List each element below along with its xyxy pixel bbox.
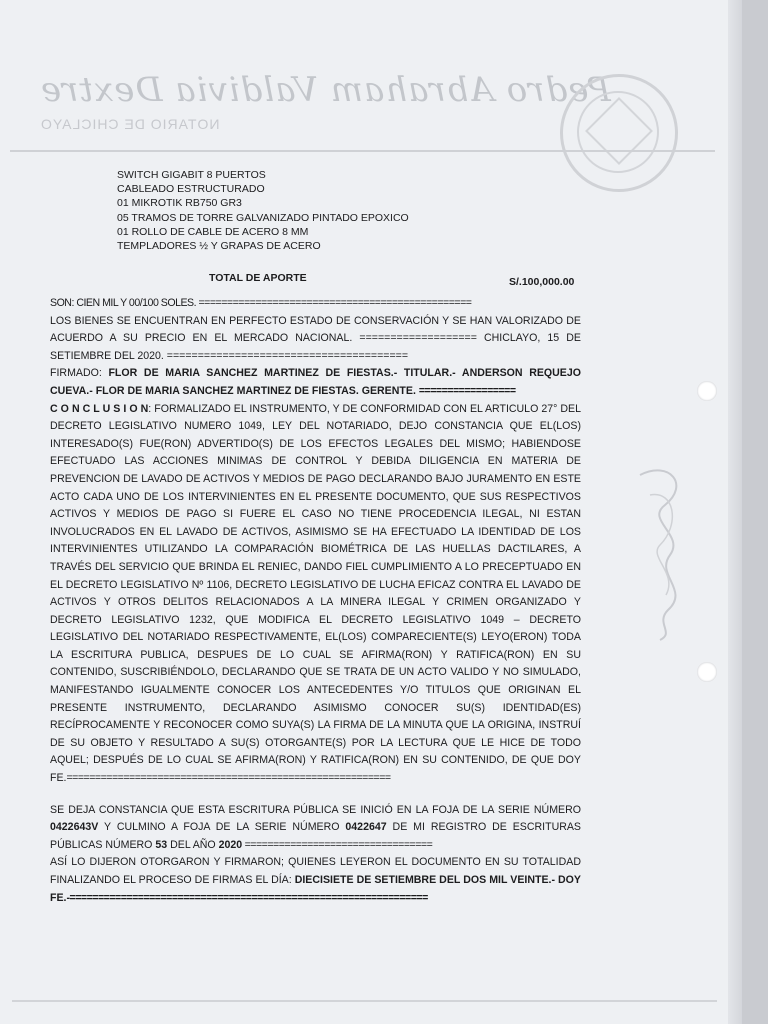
header-divider bbox=[10, 150, 715, 152]
otorgaron-fill: -=============================================================== bbox=[66, 891, 428, 904]
list-item: SWITCH GIGABIT 8 PUERTOS bbox=[117, 169, 266, 181]
constancia-paragraph bbox=[50, 802, 581, 855]
constancia-text-2: Y CULMINO A FOJA DE LA SERIE NÚMERO bbox=[98, 821, 346, 834]
deed-body bbox=[50, 295, 581, 907]
letterhead-notary-title: NOTARIO DE CHICLAYO bbox=[40, 116, 220, 132]
serie-inicio: 0422643V bbox=[50, 821, 99, 834]
conclusion-text: : FORMALIZADO EL INSTRUMENTO, Y DE CONFORMIDAD CON EL ARTICULO 27° DEL DECRETO LEGISLATIVO NUMERO 1049, LEY DEL NOTARIADO, DEJO CONSTANCIA QUE EL(LOS) INTERESADO(S) FUE(RON) ADVERTIDO(S) DE LOS EFECTOS LEGALES DEL MISMO; HABIENDOSE EFECTUADO LAS ACCIONES MINIMAS DE CONTROL Y DEBIDA DILIGENCIA EN MATERIA DE PREVENCION DE LAVADO DE ACTIVOS Y MEDIOS DE PAGO DECLARANDO BAJO JURAMENTO EN ESTE ACTO CADA UNO DE LOS INTERVINIENTES EN EL PRESENTE DOCUMENTO, QUE SUS RESPECTIVOS ACTIVOS Y MEDIOS DE PAGO SI FUERE EL CASO NO TIENE PROCEDENCIA ILEGAL, NI ESTAN INVOLUCRADOS EN EL LAVADO DE ACTIVOS, ASIMISMO SE HA EFECTUADO LA IDENTIDAD DE LOS INTERVINIENTES UTILIZANDO LA COMPARACIÓN BIOMÉTRICA DE LAS HUELLAS DACTILARES, A TRAVÉS DEL SERVICIO QUE BRINDA EL RENIEC, DANDO FIEL CUMPLIMIENTO A LO PRECEPTUADO EN EL DECRETO LEGISLATIVO Nº 1106, DECRETO LEGISLATIVO DE LUCHA EFICAZ CONTRA EL LAVADO DE ACTIVOS Y OTROS DELITOS RELACIONADOS A LA MINERA ILEGAL Y CRIMEN ORGANIZADO Y DECRETO LEGISLATIVO 1232, QUE MODIFICA EL DECRETO LEGISLATIVO 1049 – DECRETO LEGISLATIVO DEL NOTARIADO RESPECTIVAMENTE, EL(LOS) COMPARECIENTE(S) LEYO(ERON) TODA LA ESCRITURA PUBLICA, DESPUES DE LO CUAL SE AFIRMA(RON) Y RATIFICA(RON) EN SU CONTENIDO, SUSCRIBIÉNDOLO, DECLARANDO QUE SE TRATA DE UN ACTO VALIDO Y NO SIMULADO, MANIFESTANDO IGUALMENTE CONOCER LOS ANTECEDENTES Y/O TITULOS QUE ORIGINAN EL PRESENTE INSTRUMENTO, DECLARANDO ASIMISMO CONOCER SU(S) IDENTIDAD(ES) RECÍPROCAMENTE Y RECONOCER COMO SUYA(S) LA FIRMA DE LA MINUTA QUE LA ORIGINA, INSTRUÍ DE SU OBJETO Y RESULTADO A SU(S) OTORGANTE(S) POR LA LECTURA QUE LE HICE DE TODO AQUEL; DESPUÉS DE LO CUAL SE AFIRMA(RON) Y RATIFICA(RON) EN SU CONTENIDO, DE QUE DOY FE. bbox=[50, 402, 582, 785]
list-item: 05 TRAMOS DE TORRE GALVANIZADO PINTADO EPOXICO bbox=[117, 211, 409, 224]
firmado-prefix: FIRMADO: bbox=[50, 367, 109, 380]
constancia-text-1: SE DEJA CONSTANCIA QUE ESTA ESCRITURA PÚBLICA SE INICIÓ EN LA FOJA DE LA SERIE NÚMERO bbox=[50, 803, 581, 816]
firmado-fill: ================= bbox=[418, 384, 516, 397]
footer-divider bbox=[12, 1000, 717, 1002]
list-item: TEMPLADORES ½ Y GRAPAS DE ACERO bbox=[117, 240, 321, 253]
list-item: CABLEADO ESTRUCTURADO bbox=[117, 183, 265, 196]
constancia-text-3: DE MI REGISTRO DE ESCRITURAS PÚBLICAS NÚMERO bbox=[50, 821, 581, 851]
notary-seal-icon bbox=[560, 74, 678, 192]
firmado-names: FLOR DE MARIA SANCHEZ MARTINEZ DE FIESTAS.- TITULAR.- ANDERSON REQUEJO CUEVA.- FLOR DE MARIA SANCHEZ MARTINEZ DE FIESTAS. GERENTE. bbox=[50, 367, 581, 397]
letterhead-notary-name: Pedro Abraham Valdivia Dextre bbox=[40, 70, 611, 110]
registro-num: 53 bbox=[155, 838, 168, 851]
registro-year: 2020 bbox=[218, 838, 243, 851]
conclusion-label: C O N C L U S I O N bbox=[50, 402, 149, 415]
total-value: S/.100,000.00 bbox=[509, 276, 575, 288]
list-item: 01 ROLLO DE CABLE DE ACERO 8 MM bbox=[117, 225, 309, 238]
son-paragraph bbox=[50, 295, 581, 313]
list-item: 01 MIKROTIK RB750 GR3 bbox=[117, 197, 242, 210]
conclusion-paragraph bbox=[50, 401, 581, 788]
total-label: TOTAL DE APORTE bbox=[209, 272, 307, 284]
otorgaron-paragraph bbox=[50, 854, 581, 907]
firmado-paragraph bbox=[50, 365, 581, 400]
otorgaron-text: ASÍ LO DIJERON OTORGARON Y FIRMARON; QUIENES LEYERON EL DOCUMENTO EN SU TOTALIDAD FINALIZANDO EL PROCESO DE FIRMAS EL DÍA: bbox=[50, 856, 581, 886]
fecha-final: DIECISIETE DE SETIEMBRE DEL DOS MIL VEINTE.- DOY FE. bbox=[50, 874, 581, 904]
materials-list bbox=[117, 168, 409, 253]
conclusion-fill: ========================================================= bbox=[66, 772, 391, 785]
constancia-text-4: DEL AÑO bbox=[167, 838, 219, 851]
punch-hole-icon bbox=[697, 381, 717, 401]
bienes-paragraph: LOS BIENES SE ENCUENTRAN EN PERFECTO ESTADO DE CONSERVACIÓN Y SE HAN VALORIZADO DE ACUERDO A SU PRECIO EN EL MERCADO NACIONAL. =================== CHICLAYO, 15 DE SETIEMBRE DEL 2020. ======================================= bbox=[50, 314, 581, 362]
son-text: SON: CIEN MIL Y 00/100 SOLES. ================================================ bbox=[50, 297, 472, 309]
constancia-fill: ================================= bbox=[242, 838, 433, 851]
serie-fin: 0422647 bbox=[345, 821, 387, 834]
signature-bleed-icon bbox=[630, 455, 700, 645]
punch-hole-icon bbox=[697, 662, 717, 682]
